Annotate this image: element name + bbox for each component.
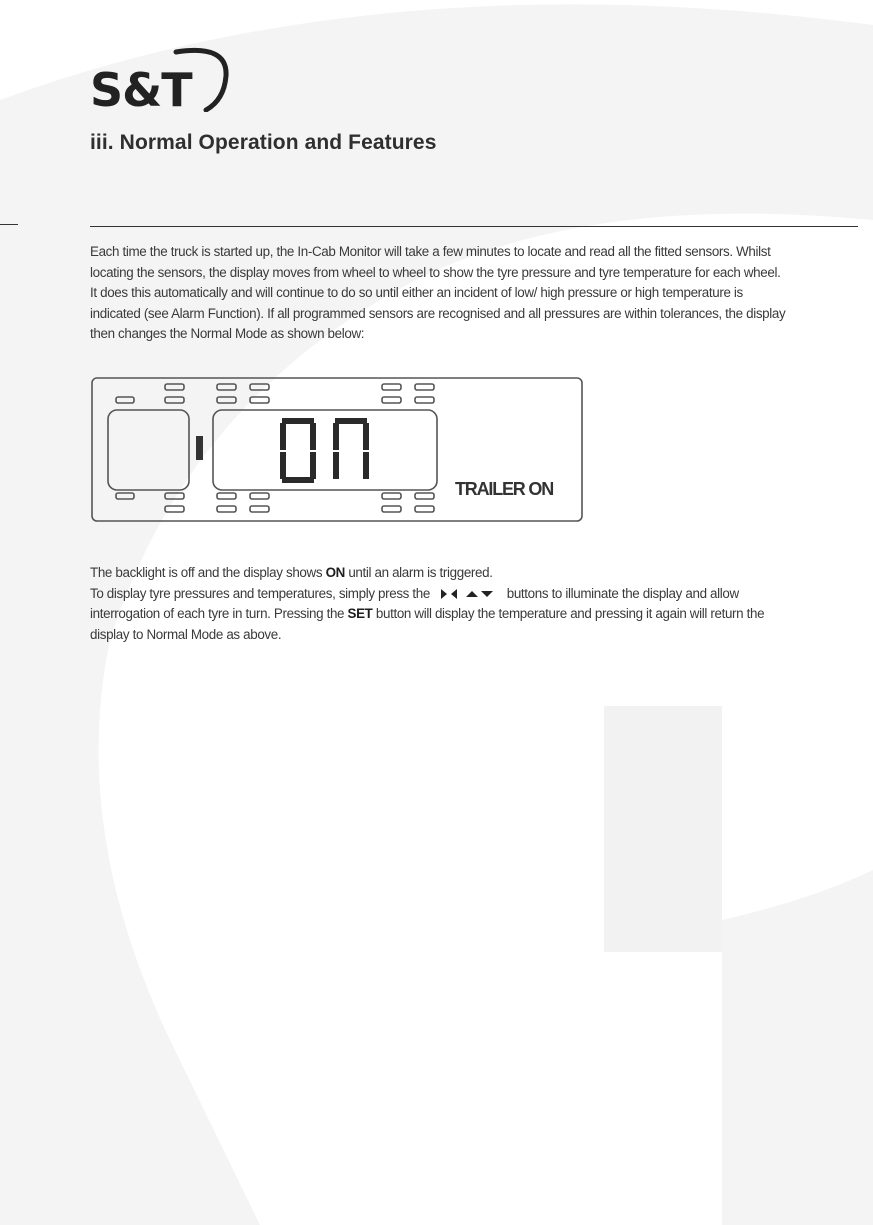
section-divider: [90, 226, 858, 227]
triangle-left-icon: [451, 589, 457, 599]
operation-note-paragraph: [90, 563, 790, 645]
note-line1-suffix: until an alarm is triggered.: [344, 565, 493, 580]
triangle-up-icon: [466, 591, 478, 597]
main-display-box: [213, 410, 437, 490]
set-button-label: SET: [347, 606, 373, 622]
brand-logo-text: S&T: [90, 63, 192, 112]
navigation-buttons-glyphs: [433, 588, 503, 600]
triangle-right-icon: [441, 589, 447, 599]
indicator-bar: [196, 436, 203, 460]
segment-digits-on: [280, 418, 369, 483]
note-line2-mid: buttons to illuminate the display and allow interrogation of each tyre in turn. Pressing the: [90, 585, 739, 622]
intro-paragraph: Each time the truck is started up, the In-Cab Monitor will take a few minutes to locate and read all the fitted sensors. Whilst locating the sensors, the display moves from wheel to wheel to show the tyre pressure and tyre temperature for each wheel. It does this automatically and will continue to do so until either an incident of low/ high pressure or high temperature is indicated (see Alarm Function). If all programmed sensors are recognised and all pressures are within tolerances, the display then changes the Normal Mode as shown below:: [90, 244, 786, 342]
note-line1-prefix: The backlight is off and the display shows: [90, 565, 326, 580]
note-line1-bold: ON: [325, 565, 345, 580]
note-line2-suffix: button will display the temperature and pressing it again will return the display to Normal Mode as above.: [90, 606, 765, 642]
trailer-on-label: TRAILER ON: [455, 479, 553, 499]
triangle-down-icon: [481, 591, 493, 597]
brand-logo: [88, 44, 238, 112]
note-line2-prefix: To display tyre pressures and temperatures, simply press the: [90, 585, 430, 601]
left-wheel-box: [108, 410, 189, 490]
page-title: iii. Normal Operation and Features: [90, 131, 437, 154]
monitor-display-diagram: [91, 377, 583, 522]
margin-tick: [0, 224, 18, 225]
